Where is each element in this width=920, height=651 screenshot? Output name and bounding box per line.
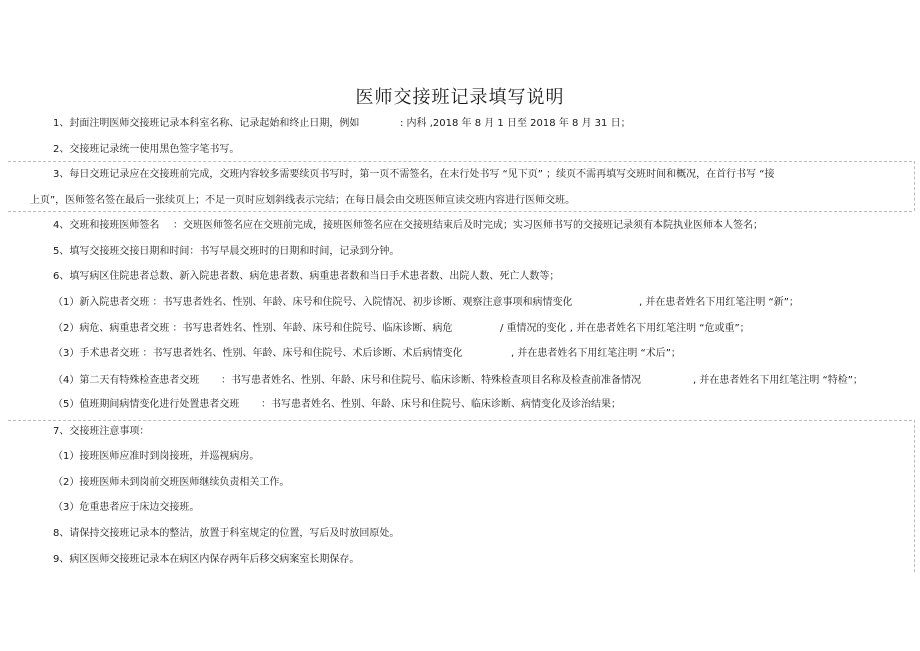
item-6-5-text: （5）值班期间病情变化进行处置患者交班 (53, 399, 240, 410)
item-2 (53, 143, 239, 157)
item-7-2-text: （2）接班医师未到岗前交班医师继续负责相关工作。 (53, 477, 290, 488)
item-1-text: 1、封面注明医师交接班记录本科室名称、记录起始和终止日期，例如 (53, 118, 360, 129)
document-title: 医师交接班记录填写说明 (355, 87, 565, 108)
item-6-2-text: （2）病危、病重患者交班 ：书写患者姓名、性别、年龄、床号和住院号、临床诊断、病危 (53, 323, 453, 334)
item-7-1-text: （1）接班医师应准时到岗接班，并巡视病房。 (53, 451, 260, 462)
item-6-3-note: , 并在患者姓名下用红笔注明 “术后”； (511, 348, 681, 359)
frame-line-mid (8, 211, 912, 212)
item-6-4-text: （4）第二天有特殊检查患者交班 (53, 375, 200, 386)
item-4-detail: ：交班医师签名应在交班前完成，接班医师签名应在交接班结束后及时完成；实习医师书写的交接班记录须有本院执业医师本人签名； (173, 220, 763, 231)
item-3-cont-text: 上页”，医师签名签在最后一张续页上；不足一页时应划斜线表示完结；在每日晨会由交班医师宣读交班内容进行医师交班。 (30, 195, 576, 206)
item-4 (53, 219, 763, 233)
item-6-1-text: （1）新入院患者交班 ：书写患者姓名、性别、年龄、床号和住院号、入院情况、初步诊断、观察注意事项和病情变化 (53, 297, 573, 308)
item-7-text: 7、交接班注意事项： (53, 426, 150, 437)
item-6-1 (53, 296, 799, 310)
item-6-2 (53, 322, 750, 336)
item-6-3 (53, 347, 681, 361)
item-1 (53, 117, 631, 131)
item-3-text: 3、每日交班记录应在交接班前完成，交班内容较多需要续页书写时，第一页不需签名，在末行处书写 “见下页” ；续页不需再填写交班时间和概况，在首行书写 “接 (53, 169, 775, 180)
item-7-2 (53, 476, 289, 490)
item-9-text: 9、病区医师交接班记录本在病区内保存两年后移交病案室长期保存。 (53, 554, 360, 565)
item-6-4 (53, 374, 863, 388)
item-6-4-detail: ：书写患者姓名、性别、年龄、床号和住院号、临床诊断、特殊检查项目名称及检查前准备情况 (221, 375, 641, 386)
item-6-4-note: , 并在患者姓名下用红笔注明 “特检”； (693, 375, 863, 386)
item-3-continued (30, 194, 575, 208)
item-6 (53, 270, 559, 284)
item-8-text: 8、请保持交接班记录本的整洁，放置于科室规定的位置，写后及时放回原处。 (53, 528, 400, 539)
item-5 (53, 245, 399, 259)
item-9 (53, 553, 359, 567)
item-8 (53, 527, 399, 541)
frame-line-lower (8, 420, 912, 421)
item-6-text: 6、填写病区住院患者总数、新入院患者数、病危患者数、病重患者数和当日手术患者数、出院人数、死亡人数等； (53, 271, 560, 282)
item-7-1 (53, 450, 259, 464)
item-6-2-note: / 重情况的变化 , 并在患者姓名下用红笔注明 “危或重”； (500, 323, 750, 334)
item-7-3 (53, 501, 199, 515)
item-1-example: : 内科 ,2018 年 8 月 1 日至 2018 年 8 月 31 日； (400, 118, 631, 129)
item-6-3-text: （3）手术患者交班 ：书写患者姓名、性别、年龄、床号和住院号、术后诊断、术后病情变化 (53, 348, 463, 359)
item-6-1-note: , 并在患者姓名下用红笔注明 “新”； (639, 297, 799, 308)
frame-line-right-b (914, 420, 915, 572)
item-2-text: 2、交接班记录统一使用黑色签字笔书写。 (53, 144, 240, 155)
item-6-5-detail: ：书写患者姓名、性别、年龄、床号和住院号、临床诊断、病情变化及诊治结果； (261, 399, 621, 410)
frame-line-top (8, 161, 912, 162)
item-6-5 (53, 398, 621, 412)
item-7 (53, 425, 149, 439)
item-3 (53, 168, 774, 182)
frame-line-right-a (914, 161, 915, 211)
item-7-3-text: （3）危重患者应于床边交接班。 (53, 502, 200, 513)
item-5-text: 5、填写交接班交接日期和时间：书写早晨交班时的日期和时间，记录到分钟。 (53, 246, 400, 257)
item-4-text: 4、交班和接班医师签名 (53, 220, 160, 231)
